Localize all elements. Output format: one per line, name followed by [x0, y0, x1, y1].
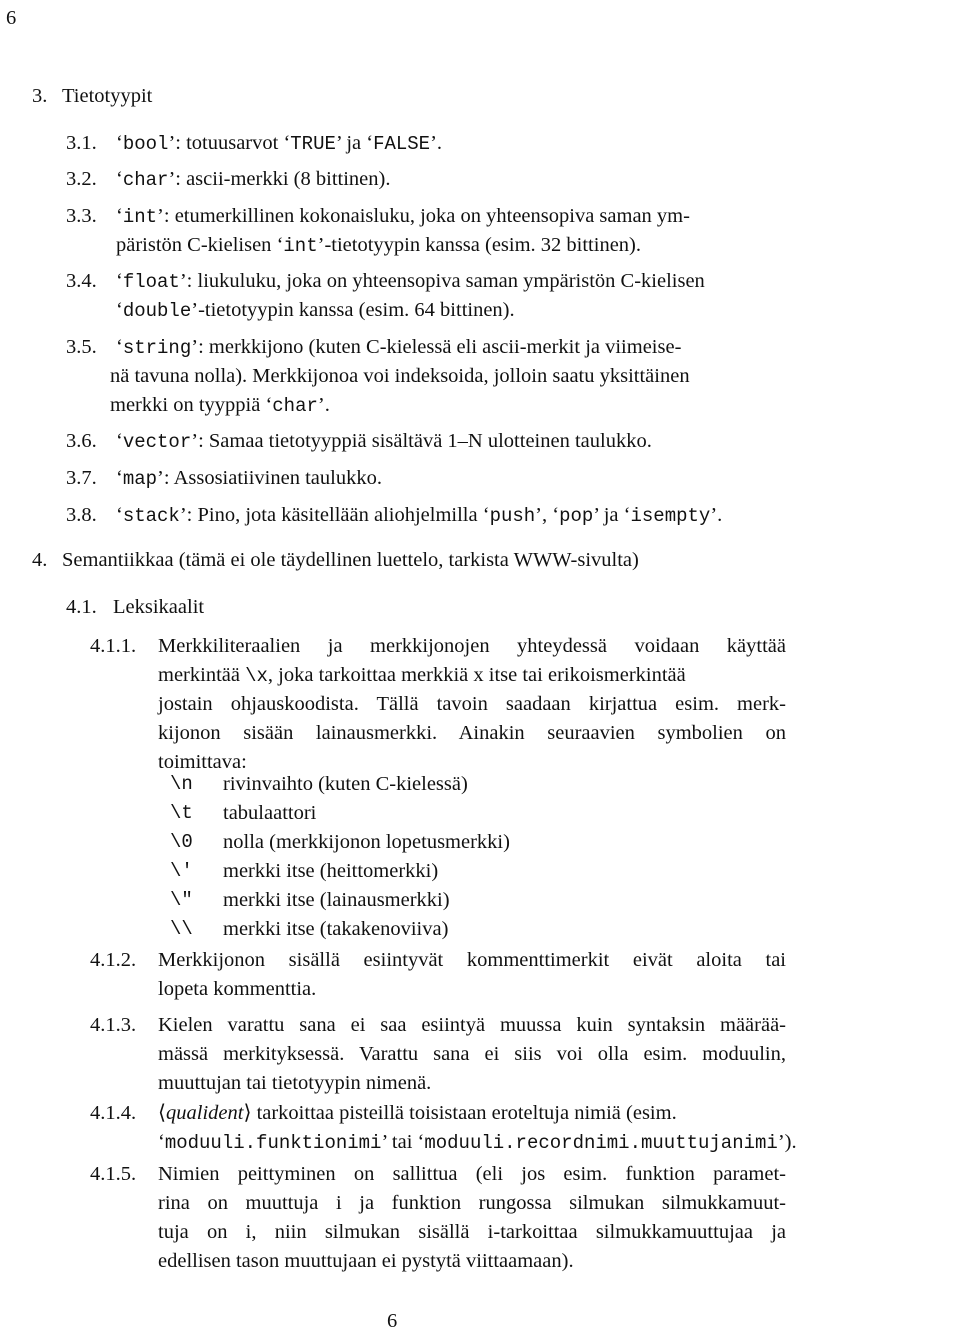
code: FALSE — [373, 133, 431, 155]
item-text: edellisen tason muuttujaan ei pystytä viittaamaan). — [158, 1250, 574, 1272]
item-text: kijonon sisään lainausmerkki. Ainakin seuraavien symbolien on — [158, 722, 786, 744]
item-text: Nimien peittyminen on sallittua (eli jos esim. funktion paramet- — [158, 1163, 786, 1185]
item-text: ‘vector’: Samaa tietotyyppiä sisältävä 1–N ulotteinen taulukko. — [116, 430, 652, 453]
text: -tietotyypin kanssa (esim. 32 bittinen). — [324, 234, 641, 256]
escape-description: nolla (merkkijonon lopetusmerkki) — [223, 831, 510, 853]
section-title: Semantiikkaa (tämä ei ole täydellinen luettelo, tarkista WWW-sivulta) — [62, 549, 639, 571]
escape-code: \t — [170, 802, 193, 824]
section-number: 3. — [32, 85, 48, 107]
code: string — [122, 337, 192, 359]
subsection-number: 4.1. — [66, 596, 97, 618]
escape-description: merkki itse (takakenoviiva) — [223, 918, 449, 940]
section-number: 4. — [32, 549, 48, 571]
code: int — [283, 235, 318, 257]
item-text: mässä merkityksessä. Varattu sana ei siis voi olla esim. moduulin, — [158, 1043, 786, 1065]
escape-code: \\ — [170, 918, 193, 940]
item-number: 3.3. — [66, 205, 97, 227]
item-number: 3.1. — [66, 132, 97, 154]
item-text: ‘int’: etumerkillinen kokonaisluku, joka on yhteensopiva saman ym- — [116, 205, 690, 228]
item-number: 3.8. — [66, 504, 97, 526]
item-text: ‘moduuli.funktionimi’ tai ‘moduuli.recordnimi.muuttujanimi’). — [158, 1131, 797, 1154]
code: float — [122, 271, 180, 293]
footer-page-number: 6 — [387, 1310, 398, 1332]
code: pop — [559, 505, 594, 527]
text: ja — [341, 132, 367, 154]
item-number: 3.5. — [66, 336, 97, 358]
item-text: ‘float’: liukuluku, joka on yhteensopiva saman ympäristön C-kielisen — [116, 270, 705, 293]
item-number: 3.4. — [66, 270, 97, 292]
code: TRUE — [290, 133, 336, 155]
text: : liukuluku, joka on yhteensopiva saman ympäristön C-kielisen — [186, 270, 705, 292]
code: moduuli.funktionimi — [164, 1132, 382, 1154]
text: : ascii-merkki (8 bittinen). — [175, 168, 391, 190]
item-number: 4.1.1. — [90, 635, 137, 657]
item-number: 3.2. — [66, 168, 97, 190]
escape-code: \' — [170, 860, 193, 882]
item-text: Kielen varattu sana ei saa esiintyä muussa kuin syntaksin määrää- — [158, 1014, 786, 1036]
item-text: ‘char’: ascii-merkki (8 bittinen). — [116, 168, 391, 191]
qualident-term: qualident — [166, 1102, 244, 1124]
item-number: 4.1.5. — [90, 1163, 137, 1185]
text: tarkoittaa pisteillä toisistaan eroteltuja nimiä (esim. — [251, 1102, 677, 1124]
item-text: tuja on i, niin silmukan sisällä i-tarkoittaa silmukkamuuttujaa ja — [158, 1221, 786, 1243]
text: . — [324, 394, 330, 416]
text: ja — [598, 504, 624, 526]
text: : totuusarvot — [175, 132, 284, 154]
text: merkintää — [158, 664, 246, 686]
item-text: muuttujan tai tietotyypin nimenä. — [158, 1072, 432, 1094]
item-text: ‘double’-tietotyypin kanssa (esim. 64 bittinen). — [116, 299, 515, 322]
text: : Assosiatiivinen taulukko. — [163, 467, 382, 489]
code: int — [122, 206, 158, 228]
code: stack — [122, 505, 180, 527]
text: . — [717, 504, 723, 526]
item-text: ‘map’: Assosiatiivinen taulukko. — [116, 467, 382, 490]
item-text: toimittava: — [158, 751, 247, 773]
section-title: Tietotyypit — [62, 85, 153, 107]
text: : Pino, jota käsitellään aliohjelmilla — [186, 504, 483, 526]
item-text: ‘string’: merkkijono (kuten C-kielessä eli ascii-merkit ja viimeise- — [116, 336, 682, 359]
item-text: nä tavuna nolla). Merkkijonoa voi indeksoida, jolloin saatu yksittäinen — [110, 365, 690, 387]
item-text: ‘stack’: Pino, jota käsitellään aliohjelmilla ‘push’, ‘pop’ ja ‘isempty’. — [116, 504, 723, 527]
code: bool — [122, 133, 169, 155]
item-text: Merkkijonon sisällä esiintyvät kommenttimerkit eivät aloita tai — [158, 949, 786, 971]
escape-code: \n — [170, 773, 193, 795]
item-number: 4.1.2. — [90, 949, 137, 971]
code: \x — [245, 665, 268, 687]
text: , — [542, 504, 553, 526]
code: isempty — [630, 505, 711, 527]
text: , joka tarkoittaa merkkiä x itse tai erikoismerkintää — [267, 664, 686, 686]
escape-description: merkki itse (lainausmerkki) — [223, 889, 450, 911]
code: map — [122, 468, 158, 490]
escape-code: \0 — [170, 831, 193, 853]
item-number: 3.6. — [66, 430, 97, 452]
text: päristön C-kielisen — [116, 234, 277, 256]
item-text: merkki on tyyppiä ‘char’. — [110, 394, 330, 417]
code: vector — [122, 431, 192, 453]
code: moduuli.recordnimi.muuttujanimi — [424, 1132, 778, 1154]
code: double — [122, 300, 192, 322]
escape-description: rivinvaihto (kuten C-kielessä) — [223, 773, 468, 795]
item-text: lopeta kommenttia. — [158, 978, 317, 1000]
escape-description: merkki itse (heittomerkki) — [223, 860, 439, 882]
item-text: ⟨qualident⟩ tarkoittaa pisteillä toisistaan eroteltuja nimiä (esim. — [158, 1102, 677, 1124]
item-text: Merkkiliteraalien ja merkkijonojen yhteydessä voidaan käyttää — [158, 635, 786, 657]
code: char — [122, 169, 169, 191]
text: -tietotyypin kanssa (esim. 64 bittinen). — [198, 299, 515, 321]
code: char — [272, 395, 318, 417]
item-text: jostain ohjauskoodista. Tällä tavoin saadaan kirjattua esim. merk- — [158, 693, 786, 715]
item-number: 4.1.3. — [90, 1014, 137, 1036]
header-page-number: 6 — [6, 7, 17, 29]
escape-code: \" — [170, 889, 193, 911]
text: : Samaa tietotyyppiä sisältävä 1–N ulotteinen taulukko. — [198, 430, 652, 452]
text: merkki on tyyppiä — [110, 394, 266, 416]
item-number: 3.7. — [66, 467, 97, 489]
text: . — [436, 132, 443, 154]
text: : etumerkillinen kokonaisluku, joka on yhteensopiva saman ym- — [163, 205, 690, 227]
item-text: ‘bool’: totuusarvot ‘TRUE’ ja ‘FALSE’. — [116, 132, 443, 155]
escape-description: tabulaattori — [223, 802, 317, 824]
item-text — [158, 661, 686, 691]
item-text: rina on muuttuja i ja funktion rungossa silmukan silmukkamuut- — [158, 1192, 786, 1214]
item-number: 4.1.4. — [90, 1102, 137, 1124]
code: push — [489, 505, 536, 527]
item-text: päristön C-kielisen ‘int’-tietotyypin kanssa (esim. 32 bittinen). — [116, 234, 641, 257]
subsection-title: Leksikaalit — [113, 596, 205, 618]
text: : merkkijono (kuten C-kielessä eli ascii-merkit ja viimeise- — [198, 336, 682, 358]
